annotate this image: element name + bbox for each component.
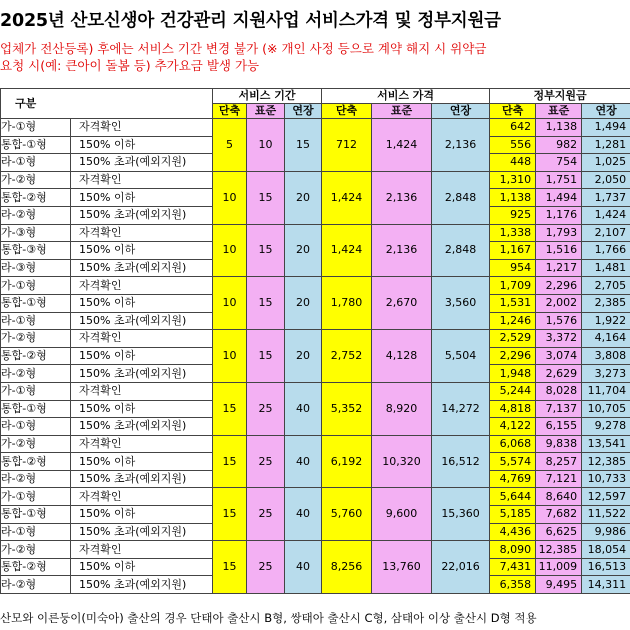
- price-cell: 15,360: [432, 488, 490, 541]
- gov-support-cell: 448: [490, 154, 536, 172]
- gov-support-cell: 9,495: [536, 576, 582, 594]
- type-cell: 통합-①형: [1, 506, 71, 524]
- price-table: [0, 88, 630, 594]
- price-cell: 8,920: [372, 382, 432, 435]
- gov-support-cell: 1,576: [536, 312, 582, 330]
- condition-cell: 150% 초과(예외지원): [71, 312, 213, 330]
- type-cell: 가-①형: [1, 277, 71, 295]
- condition-cell: 150% 초과(예외지원): [71, 206, 213, 224]
- subheader-extended: 연장: [432, 104, 490, 119]
- gov-support-cell: 1,709: [490, 277, 536, 295]
- price-cell: 8,256: [322, 541, 372, 594]
- price-cell: 1,424: [322, 224, 372, 277]
- type-cell: 라-①형: [1, 154, 71, 172]
- price-cell: 9,600: [372, 488, 432, 541]
- table-row: [1, 382, 630, 400]
- period-cell: 15: [247, 277, 285, 330]
- type-cell: 라-②형: [1, 206, 71, 224]
- price-cell: 5,504: [432, 330, 490, 383]
- gov-support-cell: 1,424: [582, 206, 630, 224]
- gov-support-cell: 1,793: [536, 224, 582, 242]
- gov-support-cell: 1,025: [582, 154, 630, 172]
- gov-support-cell: 8,257: [536, 453, 582, 471]
- type-cell: 가-②형: [1, 435, 71, 453]
- gov-support-cell: 8,640: [536, 488, 582, 506]
- type-cell: 라-①형: [1, 418, 71, 436]
- gov-support-cell: 2,107: [582, 224, 630, 242]
- period-cell: 10: [213, 277, 247, 330]
- price-cell: 22,016: [432, 541, 490, 594]
- condition-cell: 150% 이하: [71, 189, 213, 207]
- condition-cell: 150% 이하: [71, 294, 213, 312]
- gov-support-cell: 982: [536, 136, 582, 154]
- gov-support-cell: 7,137: [536, 400, 582, 418]
- type-cell: 라-①형: [1, 312, 71, 330]
- gov-support-cell: 2,705: [582, 277, 630, 295]
- condition-cell: 150% 이하: [71, 506, 213, 524]
- gov-support-cell: 5,244: [490, 382, 536, 400]
- header-service-period: 서비스 기간: [213, 89, 322, 104]
- period-cell: 15: [247, 330, 285, 383]
- gov-support-cell: 14,311: [582, 576, 630, 594]
- price-cell: 5,760: [322, 488, 372, 541]
- gov-support-cell: 13,541: [582, 435, 630, 453]
- gov-support-cell: 12,385: [536, 541, 582, 559]
- price-cell: 2,848: [432, 224, 490, 277]
- header-gubun: 구분: [1, 89, 213, 119]
- gov-support-cell: 9,278: [582, 418, 630, 436]
- type-cell: 가-②형: [1, 330, 71, 348]
- type-cell: 라-①형: [1, 523, 71, 541]
- gov-support-cell: 1,737: [582, 189, 630, 207]
- type-cell: 가-①형: [1, 488, 71, 506]
- condition-cell: 자격확인: [71, 382, 213, 400]
- period-cell: 25: [247, 382, 285, 435]
- gov-support-cell: 1,310: [490, 171, 536, 189]
- subheader-short: 단축: [213, 104, 247, 119]
- price-cell: 2,136: [432, 119, 490, 172]
- period-cell: 15: [213, 488, 247, 541]
- period-cell: 40: [285, 488, 322, 541]
- gov-support-cell: 6,625: [536, 523, 582, 541]
- condition-cell: 150% 이하: [71, 558, 213, 576]
- gov-support-cell: 1,531: [490, 294, 536, 312]
- period-cell: 20: [285, 224, 322, 277]
- type-cell: 가-①형: [1, 119, 71, 137]
- gov-support-cell: 8,028: [536, 382, 582, 400]
- type-cell: 라-②형: [1, 365, 71, 383]
- notice-line-1: 업체가 전산등록) 후에는 서비스 기간 변경 불가 (※ 개인 사정 등으로 계약 해지 시 위약금: [0, 41, 487, 56]
- gov-support-cell: 1,138: [490, 189, 536, 207]
- gov-support-cell: 1,167: [490, 242, 536, 260]
- gov-support-cell: 4,164: [582, 330, 630, 348]
- gov-support-cell: 5,185: [490, 506, 536, 524]
- type-cell: 라-②형: [1, 470, 71, 488]
- type-cell: 통합-②형: [1, 347, 71, 365]
- type-cell: 라-②형: [1, 576, 71, 594]
- gov-support-cell: 11,704: [582, 382, 630, 400]
- footer-note: 산모와 이른둥이(미숙아) 출산의 경우 단태아 출산시 B형, 쌍태아 출산시 C형, 삼태아 이상 출산시 D형 적용: [0, 611, 537, 625]
- period-cell: 25: [247, 435, 285, 488]
- period-cell: 15: [213, 541, 247, 594]
- condition-cell: 150% 이하: [71, 136, 213, 154]
- gov-support-cell: 2,050: [582, 171, 630, 189]
- condition-cell: 자격확인: [71, 171, 213, 189]
- period-cell: 20: [285, 330, 322, 383]
- price-cell: 5,352: [322, 382, 372, 435]
- header-service-price: 서비스 가격: [322, 89, 490, 104]
- condition-cell: 150% 초과(예외지원): [71, 523, 213, 541]
- condition-cell: 자격확인: [71, 224, 213, 242]
- table-row: [1, 119, 630, 137]
- period-cell: 15: [247, 224, 285, 277]
- subheader-standard: 표준: [372, 104, 432, 119]
- period-cell: 10: [213, 171, 247, 224]
- gov-support-cell: 754: [536, 154, 582, 172]
- table-row: [1, 277, 630, 295]
- gov-support-cell: 9,838: [536, 435, 582, 453]
- gov-support-cell: 1,494: [582, 119, 630, 137]
- price-cell: 10,320: [372, 435, 432, 488]
- gov-support-cell: 1,494: [536, 189, 582, 207]
- table-row: [1, 435, 630, 453]
- price-cell: 1,780: [322, 277, 372, 330]
- price-cell: 2,136: [372, 171, 432, 224]
- period-cell: 10: [247, 119, 285, 172]
- gov-support-cell: 5,644: [490, 488, 536, 506]
- price-cell: 2,670: [372, 277, 432, 330]
- header-gov-support: 정부지원금: [490, 89, 630, 104]
- period-cell: 15: [285, 119, 322, 172]
- condition-cell: 150% 초과(예외지원): [71, 470, 213, 488]
- gov-support-cell: 1,948: [490, 365, 536, 383]
- gov-support-cell: 2,629: [536, 365, 582, 383]
- gov-support-cell: 1,246: [490, 312, 536, 330]
- gov-support-cell: 4,122: [490, 418, 536, 436]
- type-cell: 통합-①형: [1, 400, 71, 418]
- type-cell: 통합-②형: [1, 558, 71, 576]
- condition-cell: 자격확인: [71, 435, 213, 453]
- price-cell: 2,136: [372, 224, 432, 277]
- notice-line-2: 요청 시(예: 큰아이 돌봄 등) 추가요금 발생 가능: [0, 58, 260, 73]
- condition-cell: 자격확인: [71, 541, 213, 559]
- gov-support-cell: 3,372: [536, 330, 582, 348]
- period-cell: 15: [213, 435, 247, 488]
- gov-support-cell: 3,074: [536, 347, 582, 365]
- gov-support-cell: 1,751: [536, 171, 582, 189]
- gov-support-cell: 18,054: [582, 541, 630, 559]
- period-cell: 20: [285, 171, 322, 224]
- gov-support-cell: 954: [490, 259, 536, 277]
- period-cell: 40: [285, 541, 322, 594]
- gov-support-cell: 1,138: [536, 119, 582, 137]
- price-cell: 4,128: [372, 330, 432, 383]
- price-cell: 1,424: [322, 171, 372, 224]
- type-cell: 가-③형: [1, 224, 71, 242]
- table-row: [1, 224, 630, 242]
- gov-support-cell: 10,705: [582, 400, 630, 418]
- type-cell: 통합-①형: [1, 136, 71, 154]
- gov-support-cell: 556: [490, 136, 536, 154]
- table-row: [1, 171, 630, 189]
- gov-support-cell: 16,513: [582, 558, 630, 576]
- subheader-short: 단축: [490, 104, 536, 119]
- condition-cell: 150% 이하: [71, 347, 213, 365]
- gov-support-cell: 2,385: [582, 294, 630, 312]
- gov-support-cell: 10,733: [582, 470, 630, 488]
- type-cell: 가-②형: [1, 541, 71, 559]
- condition-cell: 자격확인: [71, 119, 213, 137]
- gov-support-cell: 5,574: [490, 453, 536, 471]
- period-cell: 25: [247, 541, 285, 594]
- condition-cell: 150% 초과(예외지원): [71, 259, 213, 277]
- condition-cell: 150% 이하: [71, 242, 213, 260]
- price-cell: 1,424: [372, 119, 432, 172]
- price-cell: 13,760: [372, 541, 432, 594]
- gov-support-cell: 8,090: [490, 541, 536, 559]
- price-cell: 6,192: [322, 435, 372, 488]
- gov-support-cell: 7,682: [536, 506, 582, 524]
- price-cell: 16,512: [432, 435, 490, 488]
- condition-cell: 150% 이하: [71, 400, 213, 418]
- period-cell: 20: [285, 277, 322, 330]
- subheader-standard: 표준: [536, 104, 582, 119]
- period-cell: 25: [247, 488, 285, 541]
- condition-cell: 150% 초과(예외지원): [71, 418, 213, 436]
- gov-support-cell: 1,176: [536, 206, 582, 224]
- period-cell: 40: [285, 435, 322, 488]
- gov-support-cell: 2,296: [490, 347, 536, 365]
- gov-support-cell: 3,273: [582, 365, 630, 383]
- gov-support-cell: 2,002: [536, 294, 582, 312]
- table-row: [1, 330, 630, 348]
- table-row: [1, 541, 630, 559]
- price-cell: 2,848: [432, 171, 490, 224]
- type-cell: 통합-③형: [1, 242, 71, 260]
- gov-support-cell: 7,431: [490, 558, 536, 576]
- price-cell: 2,752: [322, 330, 372, 383]
- condition-cell: 자격확인: [71, 488, 213, 506]
- condition-cell: 자격확인: [71, 330, 213, 348]
- condition-cell: 150% 초과(예외지원): [71, 154, 213, 172]
- gov-support-cell: 6,358: [490, 576, 536, 594]
- period-cell: 10: [213, 330, 247, 383]
- gov-support-cell: 1,338: [490, 224, 536, 242]
- condition-cell: 150% 초과(예외지원): [71, 576, 213, 594]
- period-cell: 15: [247, 171, 285, 224]
- period-cell: 10: [213, 224, 247, 277]
- type-cell: 라-③형: [1, 259, 71, 277]
- subheader-standard: 표준: [247, 104, 285, 119]
- table-row: [1, 488, 630, 506]
- gov-support-cell: 925: [490, 206, 536, 224]
- gov-support-cell: 1,481: [582, 259, 630, 277]
- period-cell: 40: [285, 382, 322, 435]
- gov-support-cell: 642: [490, 119, 536, 137]
- gov-support-cell: 11,522: [582, 506, 630, 524]
- type-cell: 통합-①형: [1, 294, 71, 312]
- gov-support-cell: 11,009: [536, 558, 582, 576]
- table-body: [1, 119, 630, 594]
- type-cell: 통합-②형: [1, 189, 71, 207]
- condition-cell: 150% 초과(예외지원): [71, 365, 213, 383]
- gov-support-cell: 4,818: [490, 400, 536, 418]
- gov-support-cell: 2,529: [490, 330, 536, 348]
- type-cell: 통합-②형: [1, 453, 71, 471]
- gov-support-cell: 12,385: [582, 453, 630, 471]
- gov-support-cell: 6,068: [490, 435, 536, 453]
- gov-support-cell: 9,986: [582, 523, 630, 541]
- gov-support-cell: 6,155: [536, 418, 582, 436]
- gov-support-cell: 1,281: [582, 136, 630, 154]
- gov-support-cell: 1,516: [536, 242, 582, 260]
- page-title: 2025년 산모신생아 건강관리 지원사업 서비스가격 및 정부지원금: [0, 11, 501, 31]
- gov-support-cell: 1,766: [582, 242, 630, 260]
- gov-support-cell: 1,217: [536, 259, 582, 277]
- subheader-short: 단축: [322, 104, 372, 119]
- subheader-extended: 연장: [285, 104, 322, 119]
- gov-support-cell: 4,769: [490, 470, 536, 488]
- type-cell: 가-②형: [1, 171, 71, 189]
- price-cell: 3,560: [432, 277, 490, 330]
- condition-cell: 150% 이하: [71, 453, 213, 471]
- type-cell: 가-①형: [1, 382, 71, 400]
- price-cell: 712: [322, 119, 372, 172]
- gov-support-cell: 12,597: [582, 488, 630, 506]
- gov-support-cell: 2,296: [536, 277, 582, 295]
- subheader-extended: 연장: [582, 104, 630, 119]
- period-cell: 5: [213, 119, 247, 172]
- gov-support-cell: 7,121: [536, 470, 582, 488]
- gov-support-cell: 4,436: [490, 523, 536, 541]
- condition-cell: 자격확인: [71, 277, 213, 295]
- gov-support-cell: 1,922: [582, 312, 630, 330]
- period-cell: 15: [213, 382, 247, 435]
- gov-support-cell: 3,808: [582, 347, 630, 365]
- price-cell: 14,272: [432, 382, 490, 435]
